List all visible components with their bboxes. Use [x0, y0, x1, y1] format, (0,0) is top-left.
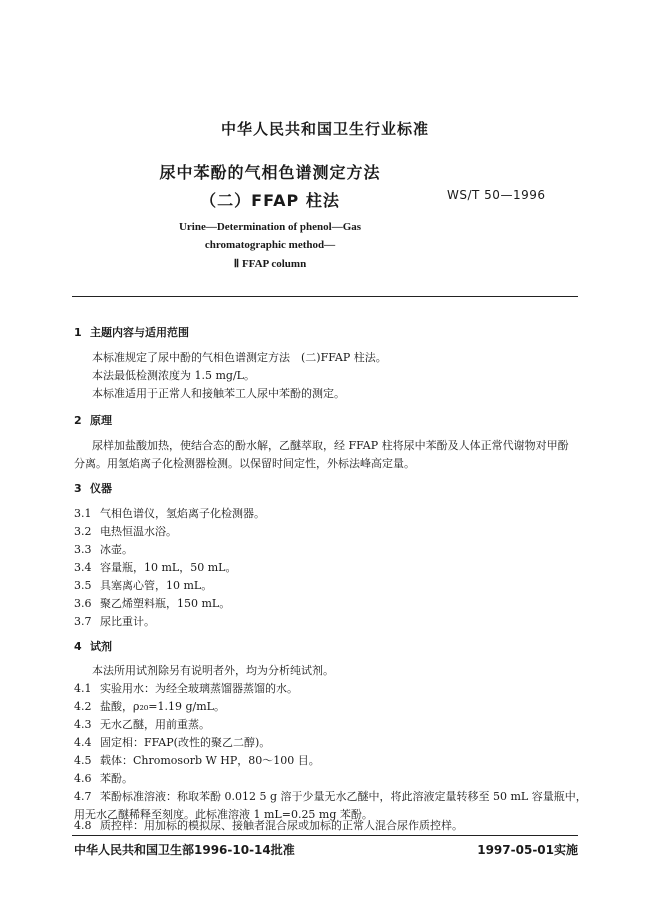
effective-date: 1997-05-01实施 — [477, 843, 578, 857]
item-number: 3.1 — [74, 507, 92, 520]
item-number: 4.6 — [74, 772, 92, 785]
item-text: 聚乙烯塑料瓶，150 mL。 — [100, 597, 231, 610]
footer-divider — [72, 835, 578, 836]
item-number: 4.8 — [74, 819, 92, 832]
item-text: 容量瓶，10 mL，50 mL。 — [100, 561, 237, 574]
section-number: 3 — [74, 482, 82, 495]
list-item — [74, 716, 210, 732]
list-item — [74, 595, 230, 611]
list-item — [74, 523, 177, 539]
section-title: 试剂 — [90, 640, 112, 653]
item-text: 质控样：用加标的模拟尿、接触者混合尿或加标的正常人混合尿作质控样。 — [100, 819, 463, 832]
item-number: 3.4 — [74, 561, 92, 574]
section-1-heading — [74, 324, 189, 340]
section-3-heading — [74, 480, 112, 496]
item-text: 尿比重计。 — [100, 615, 155, 628]
document-title: 尿中苯酚的气相色谱测定方法 — [159, 163, 381, 182]
item-text: 载体：Chromosorb W HP，80～100 目。 — [100, 754, 320, 767]
section-title: 主题内容与适用范围 — [90, 326, 189, 339]
english-title-line-1: Urine—Determination of phenol—Gas — [178, 221, 362, 233]
item-number: 3.7 — [74, 615, 92, 628]
list-item — [74, 817, 463, 833]
section-4-heading — [74, 638, 112, 654]
list-item — [74, 541, 133, 557]
english-title-line-2: chromatographic method— — [204, 239, 336, 251]
list-item — [74, 788, 587, 804]
list-item — [74, 752, 320, 768]
item-number: 3.2 — [74, 525, 92, 538]
section-title: 仪器 — [90, 482, 112, 495]
section-number: 1 — [74, 326, 82, 339]
list-item — [74, 559, 236, 575]
item-text: 电热恒温水浴。 — [100, 525, 177, 538]
list-item — [74, 505, 265, 521]
item-number: 4.3 — [74, 718, 92, 731]
item-number: 4.1 — [74, 682, 92, 695]
header-divider — [72, 296, 578, 297]
item-number: 3.6 — [74, 597, 92, 610]
issuing-organization: 中华人民共和国卫生行业标准 — [220, 120, 429, 138]
section-2-paragraph-continued: 分离。用氢焰离子化检测器检测。以保留时间定性，外标法峰高定量。 — [74, 457, 415, 470]
section-title: 原理 — [90, 414, 112, 427]
section-1-paragraph: 本标准适用于正常人和接触苯工人尿中苯酚的测定。 — [92, 387, 345, 400]
list-item — [74, 698, 225, 714]
section-4-intro: 本法所用试剂除另有说明者外，均为分析纯试剂。 — [92, 664, 334, 677]
section-1-paragraph: 本标准规定了尿中酚的气相色谱测定方法 (二)FFAP 柱法。 — [92, 351, 387, 364]
item-text: 无水乙醚，用前重蒸。 — [100, 718, 210, 731]
item-number: 4.7 — [74, 790, 92, 803]
item-number: 4.5 — [74, 754, 92, 767]
section-2-paragraph: 尿样加盐酸加热，使结合态的酚水解，乙醚萃取，经 FFAP 柱将尿中苯酚及人体正常代谢物对甲酚 — [92, 439, 569, 452]
list-item — [74, 734, 270, 750]
item-number: 4.2 — [74, 700, 92, 713]
section-2-heading — [74, 412, 112, 428]
item-text: 固定相：FFAP(改性的聚乙二醇)。 — [100, 736, 271, 749]
section-number: 4 — [74, 640, 82, 653]
item-number: 3.5 — [74, 579, 92, 592]
item-text: 气相色谱仪，氢焰离子化检测器。 — [100, 507, 265, 520]
english-title-line-3: Ⅱ FFAP column — [233, 258, 307, 270]
list-item-continued: 用无水乙醚稀释至刻度。此标准溶液 1 mL=0.25 mg 苯酚。 — [74, 808, 373, 821]
standard-number: WS/T 50—1996 — [447, 188, 546, 202]
item-text: 具塞离心管，10 mL。 — [100, 579, 213, 592]
approval-statement: 中华人民共和国卫生部1996-10-14批准 — [74, 843, 295, 857]
item-text: 实验用水：为经全玻璃蒸馏器蒸馏的水。 — [100, 682, 298, 695]
section-1-paragraph: 本法最低检测浓度为 1.5 mg/L。 — [92, 369, 255, 382]
list-item — [74, 613, 155, 629]
list-item — [74, 577, 212, 593]
item-number: 3.3 — [74, 543, 92, 556]
item-text: 冰壶。 — [100, 543, 133, 556]
section-number: 2 — [74, 414, 82, 427]
item-number: 4.4 — [74, 736, 92, 749]
list-item — [74, 770, 133, 786]
item-text: 苯酚。 — [100, 772, 133, 785]
list-item — [74, 680, 298, 696]
document-subtitle: （二）FFAP 柱法 — [200, 191, 340, 210]
item-text: 盐酸，ρ₂₀=1.19 g/mL。 — [100, 700, 225, 713]
item-text: 苯酚标准溶液：称取苯酚 0.012 5 g 溶于少量无水乙醚中，将此溶液定量转移至 50 mL 容量瓶中， — [100, 790, 587, 803]
